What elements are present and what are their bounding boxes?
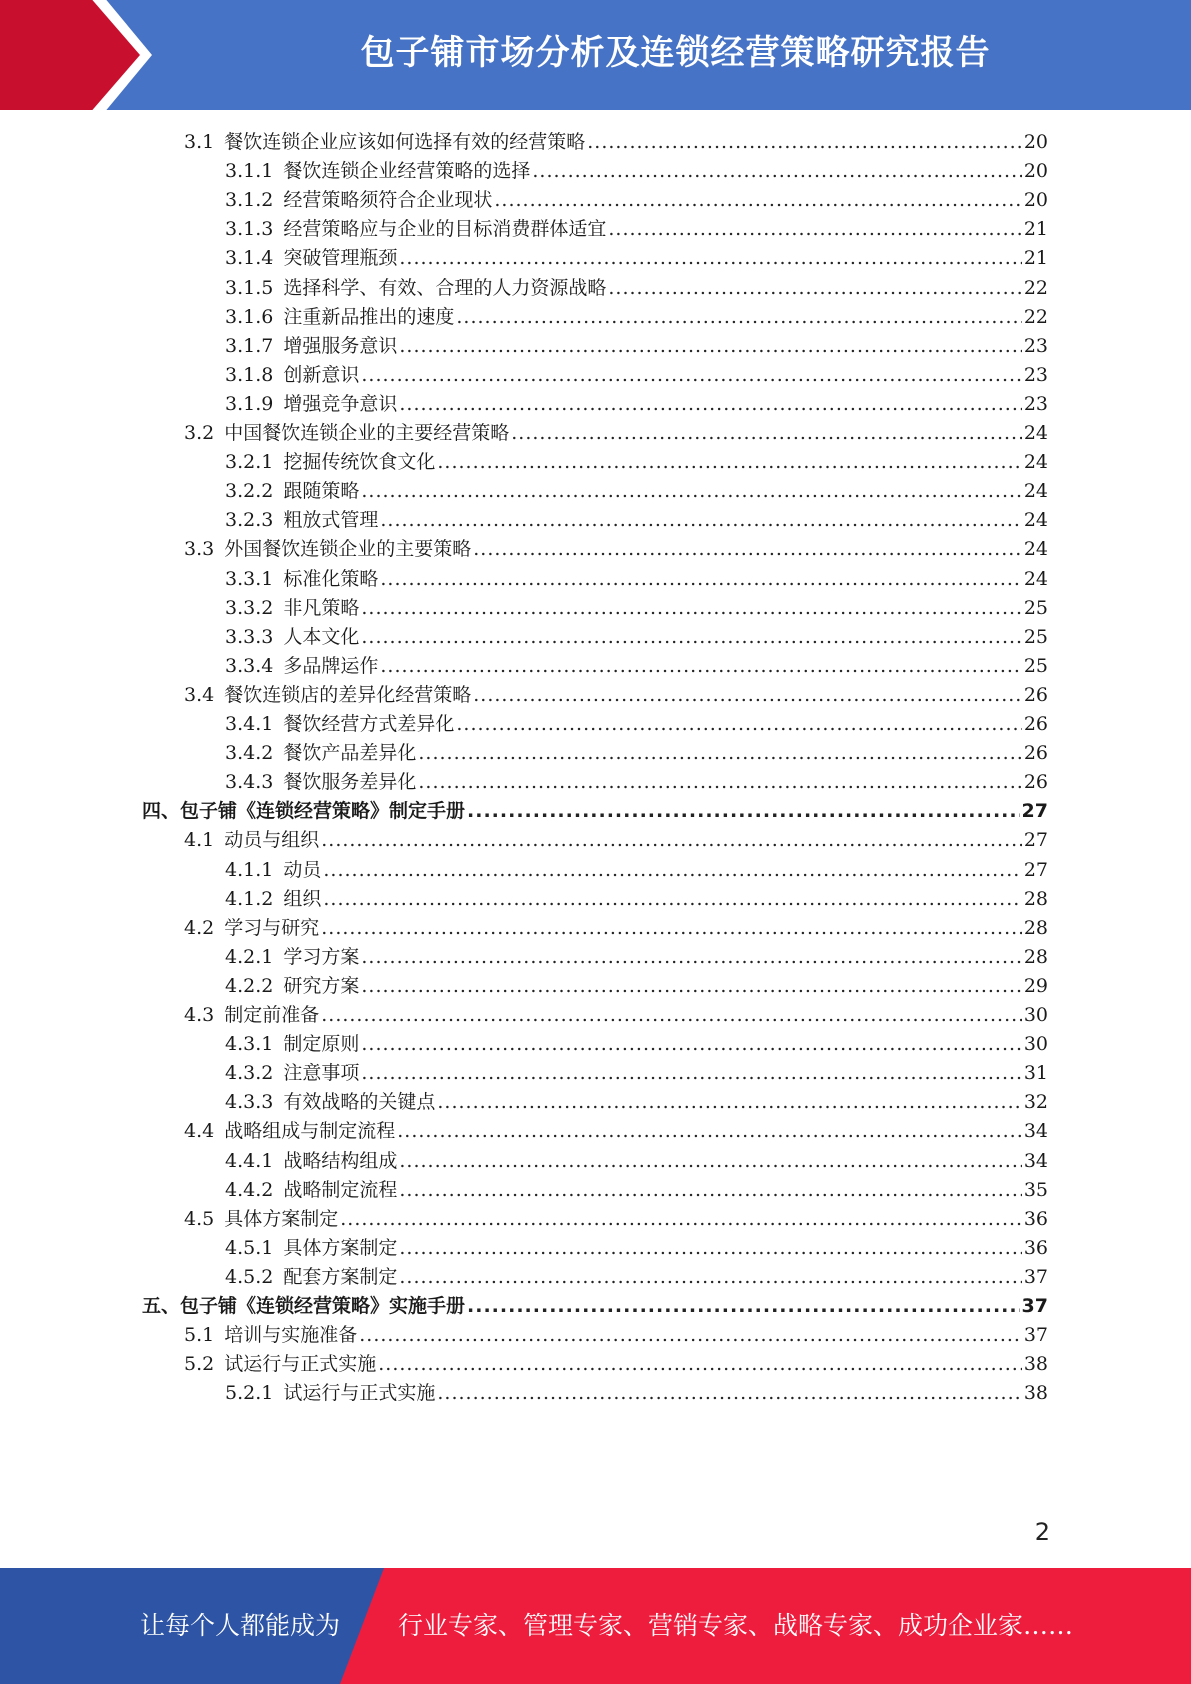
toc-leader-dots: [380, 651, 1021, 682]
toc-leader-dots: [494, 185, 1021, 216]
toc-entry-title: 动员: [283, 858, 322, 881]
toc-leader-dots: [321, 913, 1022, 944]
toc-entry-number: 5.2.1: [225, 1382, 274, 1405]
toc-entry[interactable]: [225, 1233, 1048, 1264]
toc-entry-page: 34: [1023, 1149, 1048, 1172]
toc-entry-page: 20: [1023, 131, 1048, 153]
toc-leader-dots: [456, 709, 1021, 740]
toc-entry-title: 注意事项: [283, 1062, 360, 1085]
toc-entry-number: 3.3.1: [225, 567, 274, 590]
toc-entry-number: 4.3.2: [225, 1062, 274, 1085]
toc-leader-dots: [321, 825, 1022, 856]
toc-entry[interactable]: [225, 1087, 1048, 1118]
toc-leader-dots: [456, 302, 1021, 333]
toc-leader-dots: [321, 1000, 1022, 1031]
toc-entry-page: 22: [1023, 276, 1048, 299]
toc-entry-number: 3.4.1: [225, 713, 274, 735]
toc-leader-dots: [361, 622, 1021, 653]
toc-entry-number: 3.1.3: [225, 218, 274, 241]
toc-entry-page: 25: [1023, 654, 1048, 677]
toc-entry-title: 餐饮连锁企业经营策略的选择: [283, 160, 531, 183]
toc-entry[interactable]: [184, 825, 1048, 856]
toc-entry-number: 4.4.1: [225, 1149, 274, 1172]
toc-entry[interactable]: [184, 534, 1048, 565]
toc-entry[interactable]: [184, 1000, 1048, 1031]
toc-entry-page: 36: [1023, 1236, 1048, 1259]
toc-entry-page: 26: [1023, 771, 1048, 794]
toc-entry-number: 3.2: [184, 422, 215, 444]
toc-entry-title: 餐饮连锁企业应该如何选择有效的经营策略: [224, 131, 586, 153]
toc-leader-dots: [473, 680, 1022, 711]
toc-entry-title: 具体方案制定: [224, 1207, 339, 1230]
toc-entry-page: 30: [1023, 1004, 1048, 1026]
toc-entry-number: 3.1.8: [225, 363, 274, 386]
toc-entry-title: 餐饮经营方式差异化: [283, 713, 455, 735]
toc-entry[interactable]: [225, 447, 1048, 478]
toc-entry-title: 注重新品推出的速度: [283, 305, 455, 328]
toc-entry-title: 非凡策略: [283, 596, 360, 619]
toc-entry-title: 试运行与正式实施: [224, 1353, 377, 1376]
toc-entry-page: 28: [1023, 945, 1048, 968]
toc-entry-page: 37: [1021, 1295, 1048, 1317]
toc-entry[interactable]: [225, 1146, 1048, 1177]
toc-entry-page: 21: [1023, 247, 1048, 270]
toc-entry-title: 多品牌运作: [283, 654, 379, 677]
toc-entry[interactable]: [225, 360, 1048, 391]
toc-entry-title: 战略结构组成: [283, 1149, 398, 1172]
toc-entry-title: 增强竞争意识: [283, 392, 398, 415]
toc-entry-page: 23: [1023, 363, 1048, 386]
toc-leader-dots: [608, 214, 1021, 245]
toc-entry-number: 4.1.2: [225, 887, 274, 910]
toc-entry-page: 35: [1023, 1178, 1048, 1201]
toc-entry-page: 24: [1023, 538, 1048, 561]
toc-entry-page: 38: [1023, 1382, 1048, 1405]
toc-entry-number: 4.2: [184, 916, 215, 939]
toc-entry[interactable]: [142, 1291, 1048, 1322]
toc-entry-title: 四、包子铺《连锁经营策略》制定手册: [142, 800, 466, 823]
toc-entry[interactable]: [225, 884, 1048, 915]
toc-leader-dots: [361, 942, 1021, 973]
toc-leader-dots: [418, 738, 1021, 769]
toc-entry-title: 动员与组织: [224, 829, 320, 852]
toc-entry-title: 培训与实施准备: [224, 1324, 358, 1347]
toc-entry-number: 3.1.1: [225, 160, 274, 183]
toc-leader-dots: [359, 1320, 1022, 1351]
toc-entry-page: 24: [1023, 480, 1048, 503]
toc-entry[interactable]: [184, 127, 1048, 158]
toc-entry-title: 学习与研究: [224, 916, 320, 939]
toc-entry-title: 有效战略的关键点: [283, 1091, 436, 1114]
toc-entry-title: 制定原则: [283, 1033, 360, 1056]
toc-entry-number: 4.5.1: [225, 1236, 274, 1259]
toc-entry-page: 37: [1023, 1265, 1048, 1288]
toc-entry-number: 3.3.4: [225, 654, 274, 677]
toc-entry-page: 29: [1023, 974, 1048, 997]
toc-entry-title: 中国餐饮连锁企业的主要经营策略: [224, 422, 510, 444]
toc-entry[interactable]: [184, 1204, 1048, 1235]
toc-entry-number: 3.2.2: [225, 480, 274, 503]
toc-entry-title: 具体方案制定: [283, 1236, 398, 1259]
toc-entry[interactable]: [225, 593, 1048, 624]
toc-leader-dots: [399, 1175, 1021, 1206]
toc-entry[interactable]: [184, 913, 1048, 944]
toc-leader-dots: [437, 447, 1021, 478]
toc-entry[interactable]: [184, 418, 1048, 449]
toc-entry[interactable]: [142, 796, 1048, 827]
toc-entry-page: 32: [1023, 1091, 1048, 1114]
toc-leader-dots: [399, 1233, 1021, 1264]
toc-entry-page: 23: [1023, 392, 1048, 415]
toc-leader-dots: [399, 1262, 1021, 1293]
toc-leader-dots: [467, 1291, 1020, 1322]
toc-leader-dots: [380, 564, 1021, 595]
toc-entry-page: 24: [1023, 567, 1048, 590]
toc-entry-title: 战略制定流程: [283, 1178, 398, 1201]
toc-leader-dots: [399, 331, 1021, 362]
toc-leader-dots: [323, 884, 1021, 915]
toc-entry[interactable]: [225, 331, 1048, 362]
toc-entry-page: 25: [1023, 625, 1048, 648]
toc-entry[interactable]: [184, 680, 1048, 711]
toc-entry[interactable]: [225, 1029, 1048, 1060]
toc-leader-dots: [323, 855, 1021, 886]
header-banner: [0, 0, 1191, 110]
toc-entry-page: 26: [1023, 713, 1048, 735]
toc-entry-page: 36: [1023, 1207, 1048, 1230]
toc-leader-dots: [380, 505, 1021, 536]
toc-entry-number: 3.1: [184, 131, 215, 153]
toc-entry-page: 27: [1023, 829, 1048, 852]
toc-entry-number: 3.4.3: [225, 771, 274, 794]
toc-entry[interactable]: [225, 738, 1048, 769]
toc-leader-dots: [397, 1116, 1022, 1147]
toc-leader-dots: [361, 1029, 1021, 1060]
toc-leader-dots: [399, 243, 1021, 274]
toc-entry[interactable]: [184, 1116, 1048, 1147]
toc-entry-page: 21: [1023, 218, 1048, 241]
toc-entry-number: 3.1.4: [225, 247, 274, 270]
toc-entry-number: 3.2.3: [225, 509, 274, 532]
toc-entry[interactable]: [225, 767, 1048, 798]
toc-leader-dots: [361, 476, 1021, 507]
toc-entry-title: 战略组成与制定流程: [224, 1120, 396, 1143]
toc-leader-dots: [399, 1146, 1021, 1177]
toc-leader-dots: [511, 418, 1022, 449]
toc-entry-page: 20: [1023, 160, 1048, 183]
toc-entry-number: 4.4.2: [225, 1178, 274, 1201]
toc-entry[interactable]: [225, 1262, 1048, 1293]
toc-entry-title: 五、包子铺《连锁经营策略》实施手册: [142, 1295, 466, 1317]
toc-leader-dots: [361, 1058, 1021, 1089]
toc-entry-title: 制定前准备: [224, 1004, 320, 1026]
toc-leader-dots: [418, 767, 1021, 798]
toc-entry-number: 3.4: [184, 683, 215, 706]
toc-entry-page: 23: [1023, 334, 1048, 357]
toc-entry-title: 粗放式管理: [283, 509, 379, 532]
footer-slogan-right: 行业专家、管理专家、营销专家、战略专家、成功企业家……: [398, 1611, 1074, 1640]
toc-leader-dots: [532, 156, 1021, 187]
toc-entry-page: 31: [1023, 1062, 1048, 1085]
toc-entry-number: 5.1: [184, 1324, 215, 1347]
toc-entry[interactable]: [225, 1175, 1048, 1206]
toc-entry-title: 标准化策略: [283, 567, 379, 590]
toc-entry-title: 餐饮产品差异化: [283, 742, 417, 765]
toc-entry-number: 4.2.2: [225, 974, 274, 997]
toc-entry-page: 26: [1023, 742, 1048, 765]
toc-entry-title: 学习方案: [283, 945, 360, 968]
toc-entry[interactable]: [225, 185, 1048, 216]
toc-entry-title: 增强服务意识: [283, 334, 398, 357]
toc-entry[interactable]: [225, 273, 1048, 304]
page-number: 2: [1034, 1518, 1050, 1546]
toc-entry-page: 27: [1023, 858, 1048, 881]
toc-entry-number: 3.1.5: [225, 276, 274, 299]
toc-entry-page: 37: [1023, 1324, 1048, 1347]
toc-entry[interactable]: [225, 942, 1048, 973]
toc-entry[interactable]: [225, 214, 1048, 245]
toc-entry[interactable]: [225, 1058, 1048, 1089]
toc-entry[interactable]: [184, 1349, 1048, 1380]
toc-entry-page: 27: [1021, 800, 1048, 823]
toc-leader-dots: [587, 127, 1022, 158]
toc-entry[interactable]: [225, 243, 1048, 274]
toc-entry-title: 经营策略应与企业的目标消费群体适宜: [283, 218, 607, 241]
toc-entry-title: 创新意识: [283, 363, 360, 386]
toc-entry[interactable]: [225, 389, 1048, 420]
toc-entry-title: 外国餐饮连锁企业的主要策略: [224, 538, 472, 561]
toc-entry[interactable]: [225, 1378, 1048, 1409]
toc-entry[interactable]: [225, 622, 1048, 653]
toc-entry-number: 4.5: [184, 1207, 215, 1230]
toc-leader-dots: [361, 360, 1021, 391]
toc-entry-page: 30: [1023, 1033, 1048, 1056]
toc-entry-page: 24: [1023, 422, 1048, 444]
toc-entry-number: 4.2.1: [225, 945, 274, 968]
toc-entry-number: 4.4: [184, 1120, 215, 1143]
toc-entry-page: 28: [1023, 887, 1048, 910]
toc-entry[interactable]: [225, 971, 1048, 1002]
toc-entry-number: 3.3: [184, 538, 215, 561]
toc-entry-page: 25: [1023, 596, 1048, 619]
footer-banner: [0, 1568, 1191, 1684]
toc-leader-dots: [467, 796, 1020, 827]
toc-entry-number: 4.3: [184, 1004, 215, 1026]
toc-entry-number: 3.4.2: [225, 742, 274, 765]
toc-entry-title: 研究方案: [283, 974, 360, 997]
toc-entry-page: 24: [1023, 451, 1048, 474]
toc-entry-title: 经营策略须符合企业现状: [283, 189, 493, 212]
toc-entry-number: 3.3.2: [225, 596, 274, 619]
toc-entry[interactable]: [225, 505, 1048, 536]
toc-entry[interactable]: [225, 651, 1048, 682]
toc-entry-page: 26: [1023, 683, 1048, 706]
toc-entry-number: 5.2: [184, 1353, 215, 1376]
toc-leader-dots: [378, 1349, 1022, 1380]
toc-entry-number: 3.1.2: [225, 189, 274, 212]
toc-entry-title: 选择科学、有效、合理的人力资源战略: [283, 276, 607, 299]
toc-leader-dots: [399, 389, 1021, 420]
toc-entry-title: 试运行与正式实施: [283, 1382, 436, 1405]
toc-entry-page: 28: [1023, 916, 1048, 939]
toc-leader-dots: [340, 1204, 1022, 1235]
toc-entry-number: 4.1: [184, 829, 215, 852]
toc-entry-title: 配套方案制定: [283, 1265, 398, 1288]
toc-entry-title: 挖掘传统饮食文化: [283, 451, 436, 474]
toc-entry[interactable]: [225, 709, 1048, 740]
toc-leader-dots: [361, 971, 1021, 1002]
toc-entry-title: 餐饮连锁店的差异化经营策略: [224, 683, 472, 706]
toc-entry-title: 突破管理瓶颈: [283, 247, 398, 270]
toc-entry-number: 4.3.3: [225, 1091, 274, 1114]
toc-entry-page: 34: [1023, 1120, 1048, 1143]
toc-entry[interactable]: [225, 564, 1048, 595]
toc-leader-dots: [361, 593, 1021, 624]
toc-entry-number: 3.3.3: [225, 625, 274, 648]
toc-entry-number: 4.1.1: [225, 858, 274, 881]
toc-entry[interactable]: [225, 156, 1048, 187]
toc-leader-dots: [437, 1378, 1021, 1409]
toc-leader-dots: [608, 273, 1021, 304]
toc-entry-title: 人本文化: [283, 625, 360, 648]
toc-entry-number: 3.1.9: [225, 392, 274, 415]
toc-leader-dots: [473, 534, 1022, 565]
toc-entry[interactable]: [225, 855, 1048, 886]
footer-slogan-left: 让每个人都能成为: [140, 1611, 341, 1640]
toc-entry[interactable]: [225, 476, 1048, 507]
toc-entry-title: 餐饮服务差异化: [283, 771, 417, 794]
toc-entry-page: 22: [1023, 305, 1048, 328]
document-title: 包子铺市场分析及连锁经营策略研究报告: [360, 33, 991, 73]
toc-entry-number: 3.1.7: [225, 334, 274, 357]
toc-entry-title: 跟随策略: [283, 480, 360, 503]
toc-entry-number: 3.2.1: [225, 451, 274, 474]
toc-entry-page: 20: [1023, 189, 1048, 212]
toc-entry-number: 3.1.6: [225, 305, 274, 328]
toc-entry[interactable]: [184, 1320, 1048, 1351]
toc-entry-page: 38: [1023, 1353, 1048, 1376]
toc-entry-number: 4.5.2: [225, 1265, 274, 1288]
toc-entry-title: 组织: [283, 887, 322, 910]
toc-leader-dots: [437, 1087, 1021, 1118]
toc-entry-page: 24: [1023, 509, 1048, 532]
toc-entry-number: 4.3.1: [225, 1033, 274, 1056]
toc-entry[interactable]: [225, 302, 1048, 333]
